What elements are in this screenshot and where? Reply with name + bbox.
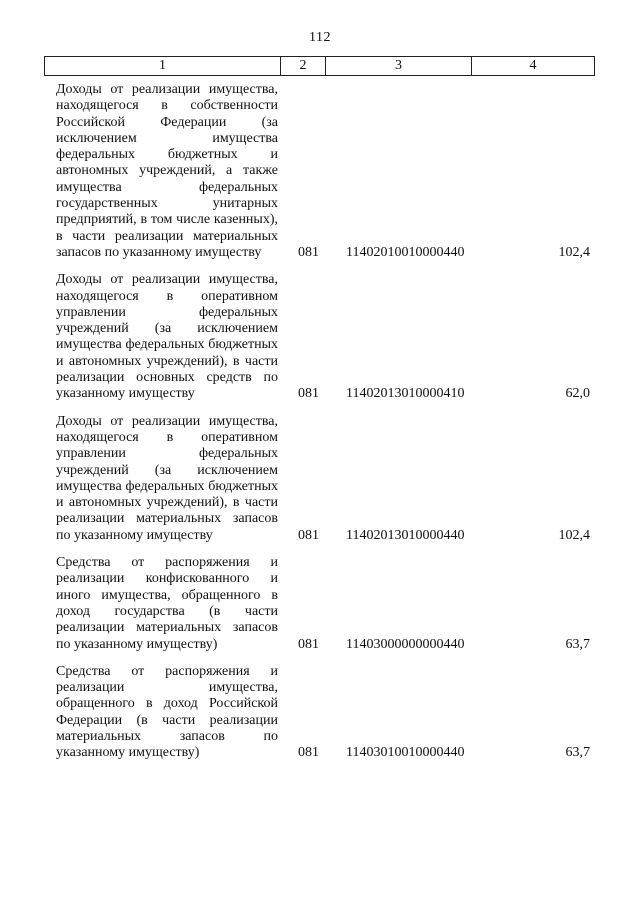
column-header-1: 1	[45, 57, 281, 76]
table-row	[0, 414, 640, 544]
row-admin-code: 081	[298, 244, 319, 260]
column-header-2: 2	[281, 57, 326, 76]
row-description: Доходы от реализации имущества, находящегося в оперативном управлении федеральных учреждений (за исключением имущества федеральных бюджетных и автономных учреждений), в части реализации основных средств по указанному имуществу	[56, 272, 278, 402]
table-row	[0, 82, 640, 261]
row-admin-code: 081	[298, 527, 319, 543]
row-amount: 62,0	[565, 386, 590, 402]
row-description: Средства от распоряжения и реализации имущества, обращенного в доход Российской Федерации (в части реализации материальных запасов по указанному имуществу)	[56, 663, 278, 761]
column-header-table	[44, 56, 595, 76]
row-description: Доходы от реализации имущества, находящегося в оперативном управлении федеральных учреждений (за исключением имущества федеральных бюджетных и автономных учреждений), в части реализации материальных запасов по указанному имуществу	[56, 413, 278, 543]
row-kbk-code: 11402013010000410	[346, 386, 465, 402]
row-kbk-code: 11402010010000440	[346, 244, 465, 260]
row-amount: 102,4	[558, 244, 590, 260]
row-description: Средства от распоряжения и реализации конфискованного и иного имущества, обращенного в доход государства (в части реализации материальных запасов по указанному имуществу)	[56, 555, 278, 652]
row-kbk-code: 11403010010000440	[346, 745, 465, 761]
column-header-row	[45, 57, 595, 76]
table-row	[0, 272, 640, 402]
row-description: Доходы от реализации имущества, находящегося в собственности Российской Федерации (за исключением имущества федеральных бюджетных и автономных учреждений, а также имущества федеральных государственных унитарных предприятий, в том числе казенных), в части реализации материальных запасов по указанному имуществу	[56, 82, 278, 260]
row-admin-code: 081	[298, 745, 319, 761]
page-number: 112	[309, 30, 331, 45]
table-row	[0, 555, 640, 653]
row-amount: 63,7	[565, 636, 590, 652]
row-kbk-code: 11402013010000440	[346, 527, 465, 543]
column-header-4: 4	[472, 57, 595, 76]
table-row	[0, 664, 640, 762]
table-body	[0, 82, 640, 773]
row-amount: 102,4	[558, 527, 590, 543]
column-header-3: 3	[326, 57, 472, 76]
row-kbk-code: 11403000000000440	[346, 636, 465, 652]
row-admin-code: 081	[298, 636, 319, 652]
row-admin-code: 081	[298, 386, 319, 402]
row-amount: 63,7	[565, 745, 590, 761]
